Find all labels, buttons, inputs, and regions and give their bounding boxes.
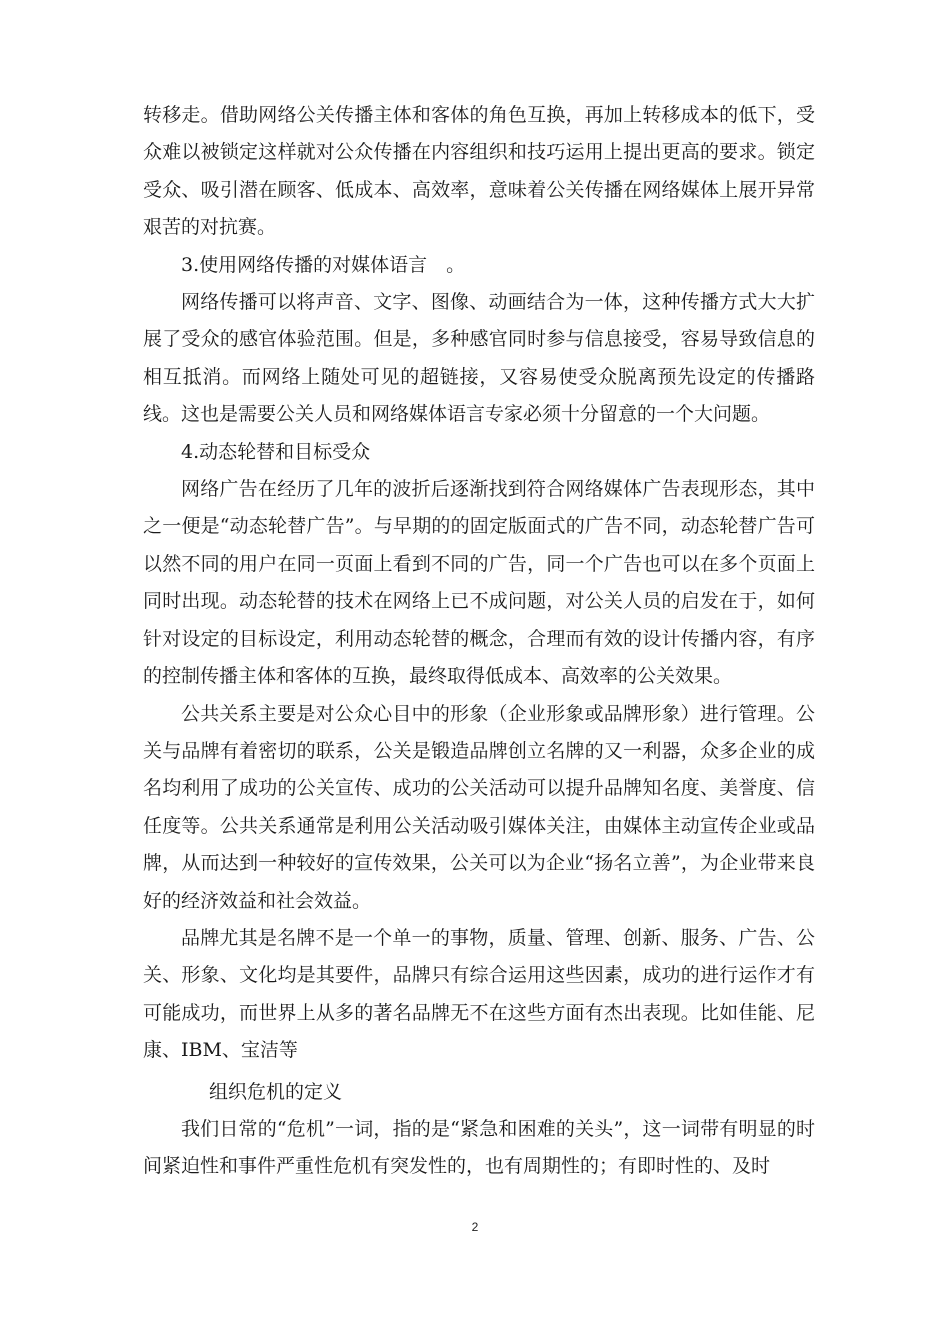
paragraph: 网络广告在经历了几年的波折后逐渐找到符合网络媒体广告表现形态，其中之一便是“动态轮替广告”。与早期的的固定版面式的广告不同，动态轮替广告可以然不同的用户在同一页面上看到不同的广告，同一个广告也可以在多个页面上同时出现。动态轮替的技术在网络上已不成问题，对公关人员的启发在于，如何针对设定的目标设定，利用动态轮替的概念，合理而有效的设计传播内容，有序的控制传播主体和客体的互换，最终取得低成本、高效率的公关效果。	[143, 478, 815, 688]
paragraph: 品牌尤其是名牌不是一个单一的事物，质量、管理、创新、服务、广告、公关、形象、文化均是其要件，品牌只有综合运用这些因素，成功的进行运作才有可能成功，而世界上从多的著名品牌无不在这些方面有杰出表现。比如佳能、尼康、IBM、宝洁等	[143, 926, 815, 1062]
paragraph: 我们日常的“危机”一词，指的是“紧急和困难的关头”，这一词带有明显的时间紧迫性和事件严重性危机有突发性的，也有周期性的；有即时性的、及时	[143, 1117, 815, 1178]
body-text	[143, 97, 815, 1186]
page-number: 2	[471, 1220, 479, 1234]
section-heading-4: 4.动态轮替和目标受众	[181, 440, 371, 463]
paragraph: 网络传播可以将声音、文字、图像、动画结合为一体，这种传播方式大大扩展了受众的感官体验范围。但是，多种感官同时参与信息接受，容易导致信息的相互抵消。而网络上随处可见的超链接，又容易使受众脱离预先设定的传播路线。这也是需要公关人员和网络媒体语言专家必须十分留意的一个大问题。	[143, 291, 815, 426]
paragraph-continuation: 转移走。借助网络公关传播主体和客体的角色互换，再加上转移成本的低下，受众难以被锁定这样就对公众传播在内容组织和技巧运用上提出更高的要求。锁定受众、吸引潜在顾客、低成本、高效率，意味着公关传播在网络媒体上展开异常艰苦的对抗赛。	[143, 104, 815, 239]
paragraph: 公共关系主要是对公众心目中的形象（企业形象或品牌形象）进行管理。公关与品牌有着密切的联系，公关是锻造品牌创立名牌的又一利器，众多企业的成名均利用了成功的公关宣传、成功的公关活动可以提升品牌知名度、美誉度、信任度等。公共关系通常是利用公关活动吸引媒体关注，由媒体主动宣传企业或品牌，从而达到一种较好的宣传效果，公关可以为企业“扬名立善”，为企业带来良好的经济效益和社会效益。	[143, 702, 815, 912]
section-heading-crisis: 组织危机的定义	[209, 1080, 343, 1103]
section-heading-3: 3.使用网络传播的对媒体语言 。	[181, 253, 466, 276]
